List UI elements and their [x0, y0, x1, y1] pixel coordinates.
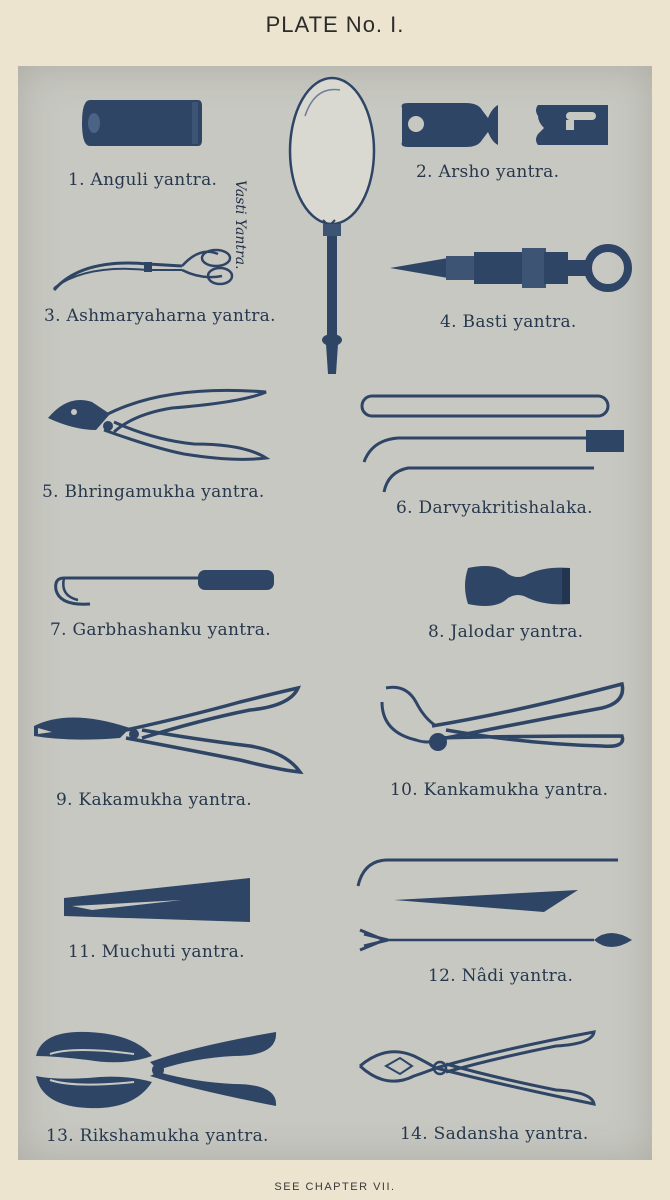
kankamukha-yantra-illustration: [376, 682, 630, 762]
jalodar-yantra-illustration: [462, 564, 574, 608]
caption-garbhashanku-yantra: 7. Garbhashanku yantra.: [50, 620, 271, 640]
kakamukha-yantra-illustration: [30, 686, 302, 778]
plate-title: PLATE No. I.: [265, 12, 405, 37]
muchuti-yantra-illustration: [62, 876, 254, 926]
footer-see-chapter: SEE CHAPTER VII.: [274, 1181, 396, 1193]
sadansha-yantra-illustration: [356, 1028, 600, 1112]
darvyakritishalaka-illustration: [358, 392, 628, 494]
caption-anguli-yantra: 1. Anguli yantra.: [68, 170, 218, 190]
caption-jalodar-yantra: 8. Jalodar yantra.: [428, 622, 584, 642]
caption-nadi-yantra: 12. Nâdi yantra.: [428, 966, 574, 986]
caption-arsho-yantra: 2. Arsho yantra.: [416, 162, 560, 182]
ashmaryaharna-yantra-illustration: [52, 244, 234, 292]
caption-muchuti-yantra: 11. Muchuti yantra.: [68, 942, 245, 962]
caption-rikshamukha-yantra: 13. Rikshamukha yantra.: [46, 1126, 269, 1146]
caption-bhringamukha-yantra: 5. Bhringamukha yantra.: [42, 482, 265, 502]
vasti-yantra-illustration: [285, 76, 380, 384]
caption-kakamukha-yantra: 9. Kakamukha yantra.: [56, 790, 252, 810]
nadi-yantra-illustration: [354, 852, 634, 956]
caption-kankamukha-yantra: 10. Kankamukha yantra.: [390, 780, 609, 800]
anguli-yantra-illustration: [80, 96, 205, 151]
caption-sadansha-yantra: 14. Sadansha yantra.: [400, 1124, 589, 1144]
caption-ashmaryaharna-yantra: 3. Ashmaryaharna yantra.: [44, 306, 276, 326]
vasti-yantra-handwritten-note: Vasti Yantra.: [232, 180, 248, 270]
arsho-yantra-illustration: [398, 100, 613, 150]
garbhashanku-yantra-illustration: [50, 566, 278, 608]
rikshamukha-yantra-illustration: [34, 1026, 280, 1116]
caption-basti-yantra: 4. Basti yantra.: [440, 312, 577, 332]
basti-yantra-illustration: [388, 238, 640, 296]
caption-darvyakritishalaka: 6. Darvyakritishalaka.: [396, 498, 593, 518]
bhringamukha-yantra-illustration: [44, 388, 272, 468]
